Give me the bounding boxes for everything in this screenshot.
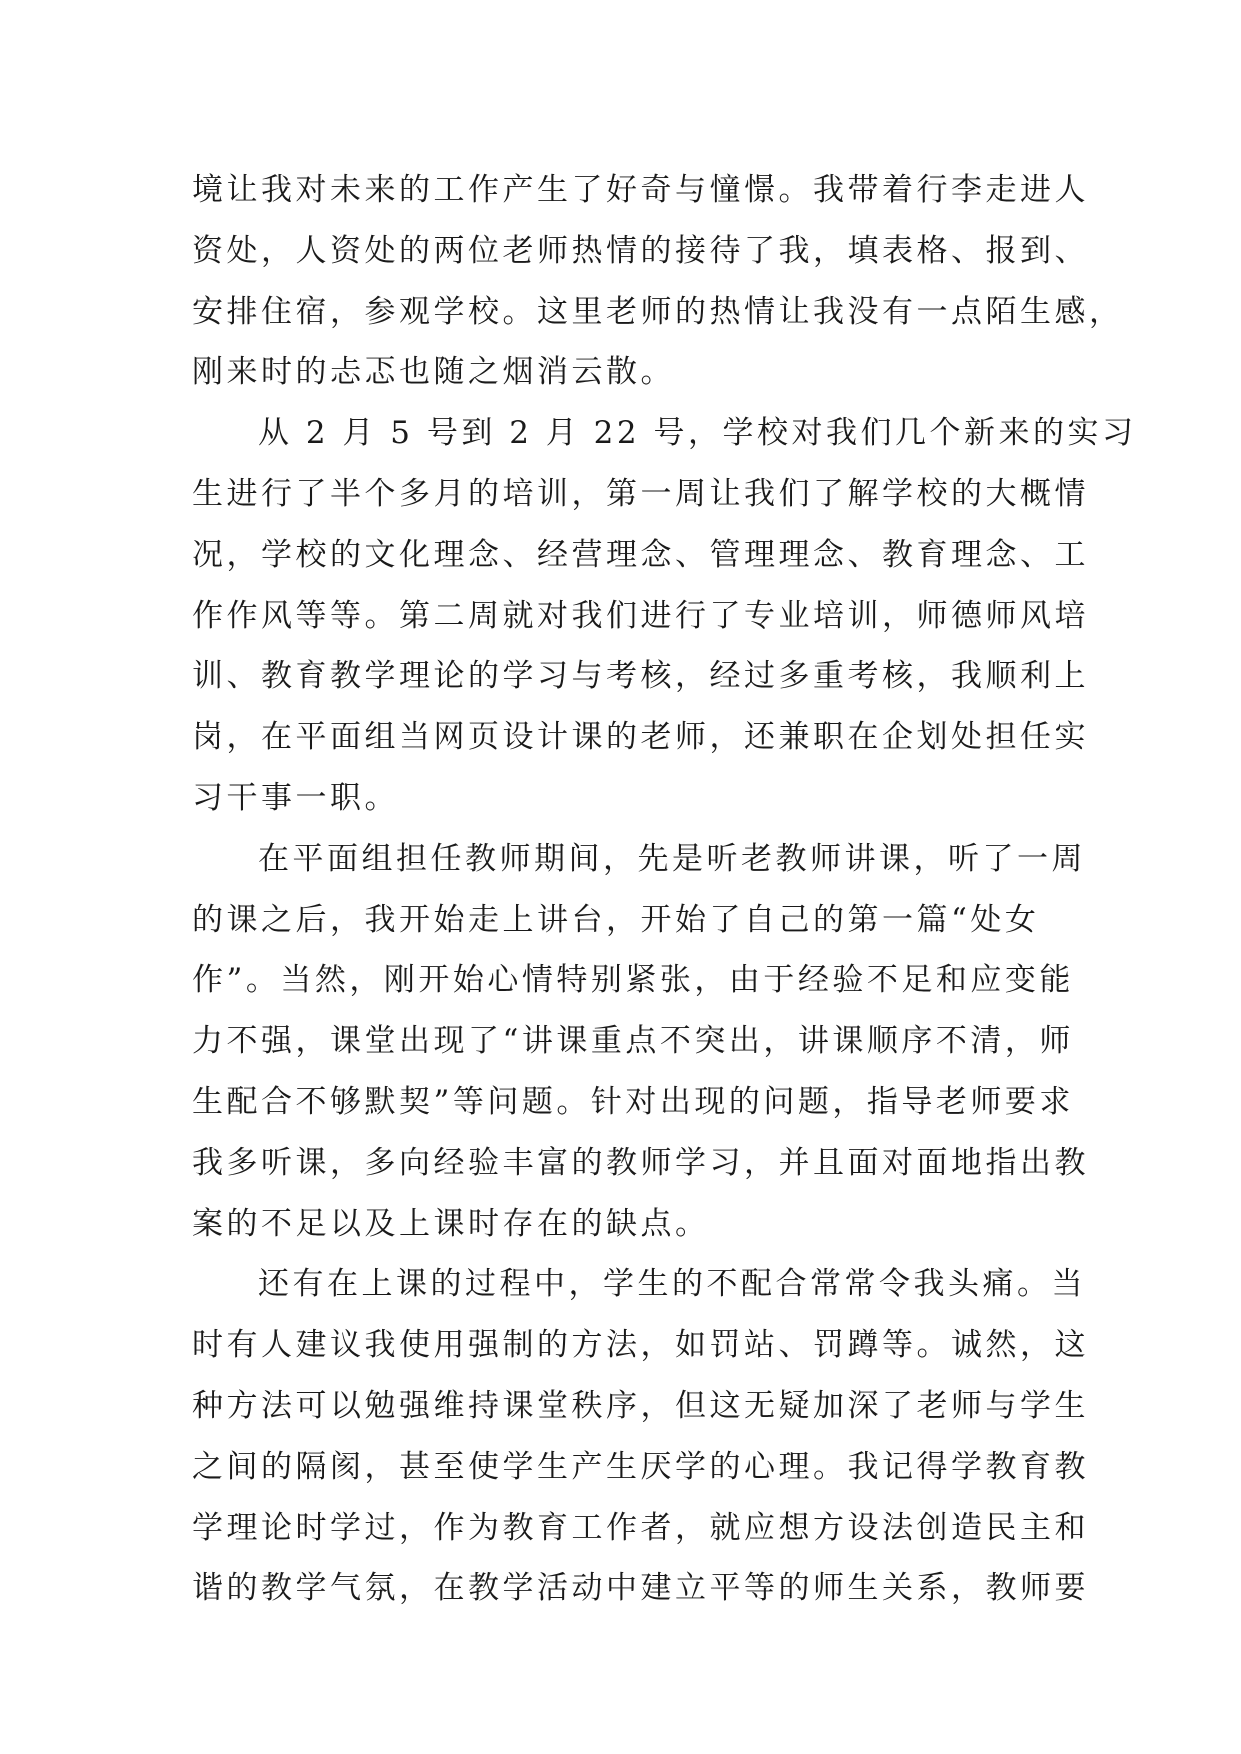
text-line: 作作风等等。第二周就对我们进行了专业培训，师德师风培: [192, 597, 1089, 634]
text-line: 之间的隔阂，甚至使学生产生厌学的心理。我记得学教育教: [192, 1448, 1089, 1485]
paragraph-start-line: 在平面组担任教师期间，先是听老教师讲课，听了一周: [258, 840, 1086, 877]
paragraph-start-line: 从 2 月 5 号到 2 月 22 号，学校对我们几个新来的实习: [258, 415, 1137, 452]
document-body: [192, 160, 1137, 1619]
text-line: 力不强，课堂出现了“讲课重点不突出，讲课顺序不清，师: [192, 1023, 1074, 1060]
paragraph-start-line: 还有在上课的过程中，学生的不配合常常令我头痛。当: [258, 1266, 1086, 1303]
text-line: 训、教育教学理论的学习与考核，经过多重考核，我顺利上: [192, 658, 1089, 695]
text-line: 案的不足以及上课时存在的缺点。: [192, 1205, 710, 1242]
text-line: 习干事一职。: [192, 779, 399, 816]
text-line: 种方法可以勉强维持课堂秩序，但这无疑加深了老师与学生: [192, 1387, 1089, 1424]
text-line: 生进行了半个多月的培训，第一周让我们了解学校的大概情: [192, 475, 1089, 512]
text-line: 况，学校的文化理念、经营理念、管理理念、教育理念、工: [192, 536, 1089, 573]
text-line: 境让我对未来的工作产生了好奇与憧憬。我带着行李走进人: [192, 172, 1089, 208]
text-line: 我多听课，多向经验丰富的教师学习，并且面对面地指出教: [192, 1144, 1089, 1181]
text-line: 谐的教学气氛，在教学活动中建立平等的师生关系，教师要: [192, 1570, 1089, 1607]
text-line: 岗，在平面组当网页设计课的老师，还兼职在企划处担任实: [192, 719, 1089, 756]
text-line: 安排住宿，参观学校。这里老师的热情让我没有一点陌生感，: [192, 293, 1124, 330]
text-line: 时有人建议我使用强制的方法，如罚站、罚蹲等。诚然，这: [192, 1327, 1089, 1364]
text-line: 资处，人资处的两位老师热情的接待了我，填表格、报到、: [192, 232, 1089, 269]
text-line: 刚来时的忐忑也随之烟消云散。: [192, 354, 675, 391]
text-line: 学理论时学过，作为教育工作者，就应想方设法创造民主和: [192, 1509, 1089, 1546]
text-line: 生配合不够默契”等问题。针对出现的问题，指导老师要求: [192, 1083, 1074, 1120]
text-line: 作”。当然，刚开始心情特别紧张，由于经验不足和应变能: [192, 962, 1074, 999]
text-line: 的课之后，我开始走上讲台，开始了自己的第一篇“处女: [192, 901, 1040, 938]
